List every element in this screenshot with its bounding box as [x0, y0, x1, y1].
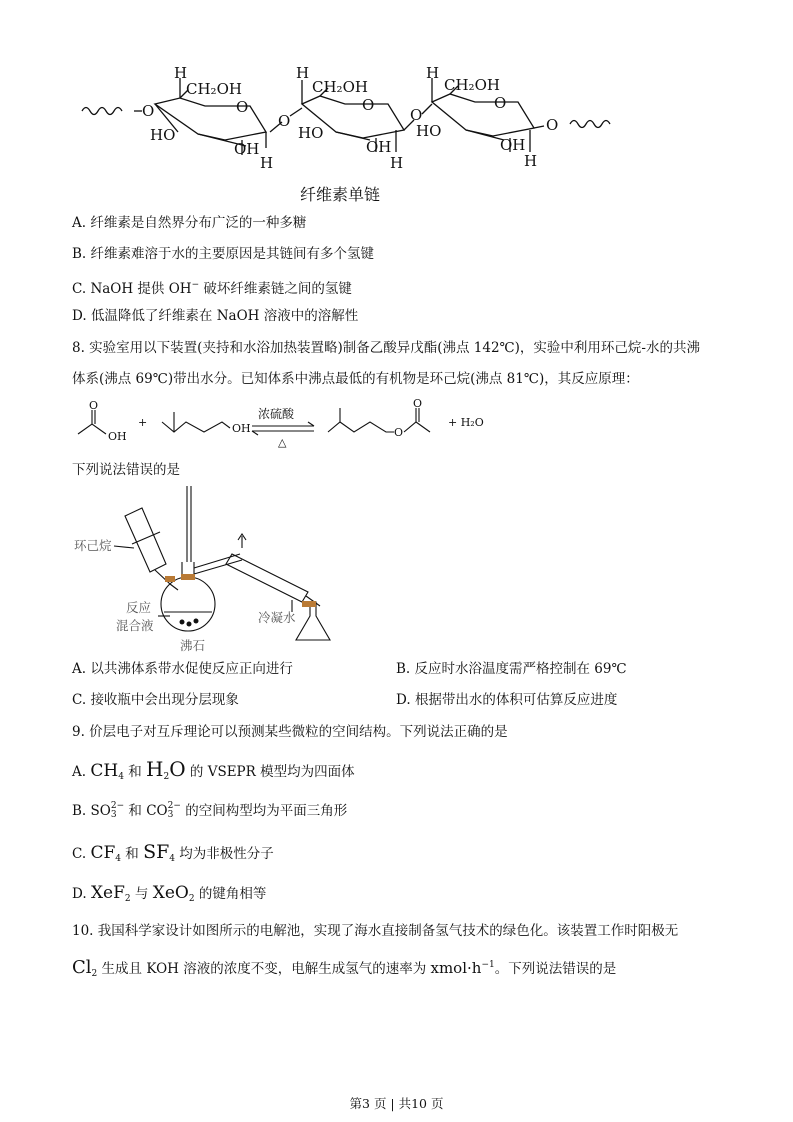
svg-text:环己烷: 环己烷 [74, 538, 112, 553]
svg-text:O: O [394, 426, 404, 439]
svg-text:O: O [546, 116, 559, 134]
q8-stem-line2: 体系(沸点 69℃)带出水分。已知体系中沸点最低的有机物是环己烷(沸点 81℃)，其反应原理： [72, 371, 639, 387]
svg-text:反应: 反应 [126, 600, 152, 615]
svg-text:OH: OH [366, 138, 392, 156]
svg-text:O: O [278, 112, 291, 130]
svg-text:混合液: 混合液 [116, 618, 154, 633]
svg-text:HO: HO [298, 124, 324, 142]
svg-text:H: H [296, 64, 310, 82]
svg-text:O: O [362, 96, 375, 114]
q9-option-d: D. XeF$_2$ 与 XeO$_2$ 的键角相等 [72, 883, 267, 904]
figure-caption: 纤维素单链 [300, 185, 381, 204]
svg-text:OH: OH [108, 430, 127, 443]
svg-text:H: H [390, 154, 404, 172]
svg-text:CH₂OH: CH₂OH [444, 76, 500, 94]
q9-stem: 9. 价层电子对互斥理论可以预测某些微粒的空间结构。下列说法正确的是 [72, 724, 508, 740]
q8-option-d: D. 根据带出水的体积可估算反应进度 [396, 692, 618, 708]
svg-text:OH: OH [500, 136, 526, 154]
q9-option-a: A. $CH_4$ 和 $H_2O$ 的 VSEPR 模型均为四面体 [72, 757, 355, 782]
svg-text:O: O [142, 102, 155, 120]
svg-text:CH₂OH: CH₂OH [312, 78, 368, 96]
svg-text:H: H [524, 152, 538, 170]
svg-text:△: △ [278, 436, 287, 449]
svg-text:HO: HO [150, 126, 176, 144]
q10-stem-line2: $Cl_2$ 生成且 KOH 溶液的浓度不变，电解生成氢气的速率为 $xmol\cdot h^{-1}$。下列说法错误的是 [72, 957, 617, 979]
svg-text:O: O [410, 106, 423, 124]
svg-text:冷凝水: 冷凝水 [258, 610, 296, 625]
q7-option-a: A. 纤维素是自然界分布广泛的一种多糖 [72, 215, 307, 231]
svg-text:+ H₂O: + H₂O [448, 416, 484, 429]
reaction-scheme [70, 398, 490, 458]
q9-option-b: B. SO 2− 3 和 CO 2− 3 的空间构型均为平面三角形 [72, 801, 348, 820]
apparatus-diagram [70, 484, 340, 660]
q8-option-b: B. 反应时水浴温度需严格控制在 69℃ [396, 661, 627, 677]
q8-option-c: C. 接收瓶中会出现分层现象 [72, 692, 239, 708]
svg-text:OH: OH [232, 422, 251, 435]
svg-text:OH: OH [234, 140, 260, 158]
svg-text:HO: HO [416, 122, 442, 140]
q7-option-c: C. NaOH 提供 OH− 破坏纤维素链之间的氢键 [72, 280, 352, 297]
svg-text:O: O [236, 98, 249, 116]
q8-prompt: 下列说法错误的是 [72, 462, 180, 478]
svg-text:H: H [426, 64, 440, 82]
q8-option-a: A. 以共沸体系带水促使反应正向进行 [72, 661, 293, 677]
q7-option-b: B. 纤维素难溶于水的主要原因是其链间有多个氢键 [72, 246, 375, 262]
page-footer: 第3 页 | 共10 页 [349, 1096, 444, 1111]
q7-option-d: D. 低温降低了纤维素在 NaOH 溶液中的溶解性 [72, 308, 359, 324]
svg-text:CH₂OH: CH₂OH [186, 80, 242, 98]
svg-text:O: O [89, 399, 99, 412]
q8-stem-line1: 8. 实验室用以下装置(夹持和水浴加热装置略)制备乙酸异戊酯(沸点 142℃)，实验中利用环己烷-水的共沸 [72, 340, 700, 356]
svg-text:O: O [413, 398, 423, 410]
svg-text:+: + [138, 416, 148, 429]
svg-text:O: O [494, 94, 507, 112]
svg-text:沸石: 沸石 [180, 638, 206, 653]
svg-text:H: H [260, 154, 274, 172]
svg-text:H: H [174, 64, 188, 82]
q9-option-c: C. $CF_4$ 和 $SF_4$ 均为非极性分子 [72, 841, 274, 864]
q10-stem-line1: 10. 我国科学家设计如图所示的电解池，实现了海水直接制备氢气技术的绿色化。该装置工作时阳极无 [72, 923, 679, 939]
svg-text:浓硫酸: 浓硫酸 [258, 407, 295, 421]
